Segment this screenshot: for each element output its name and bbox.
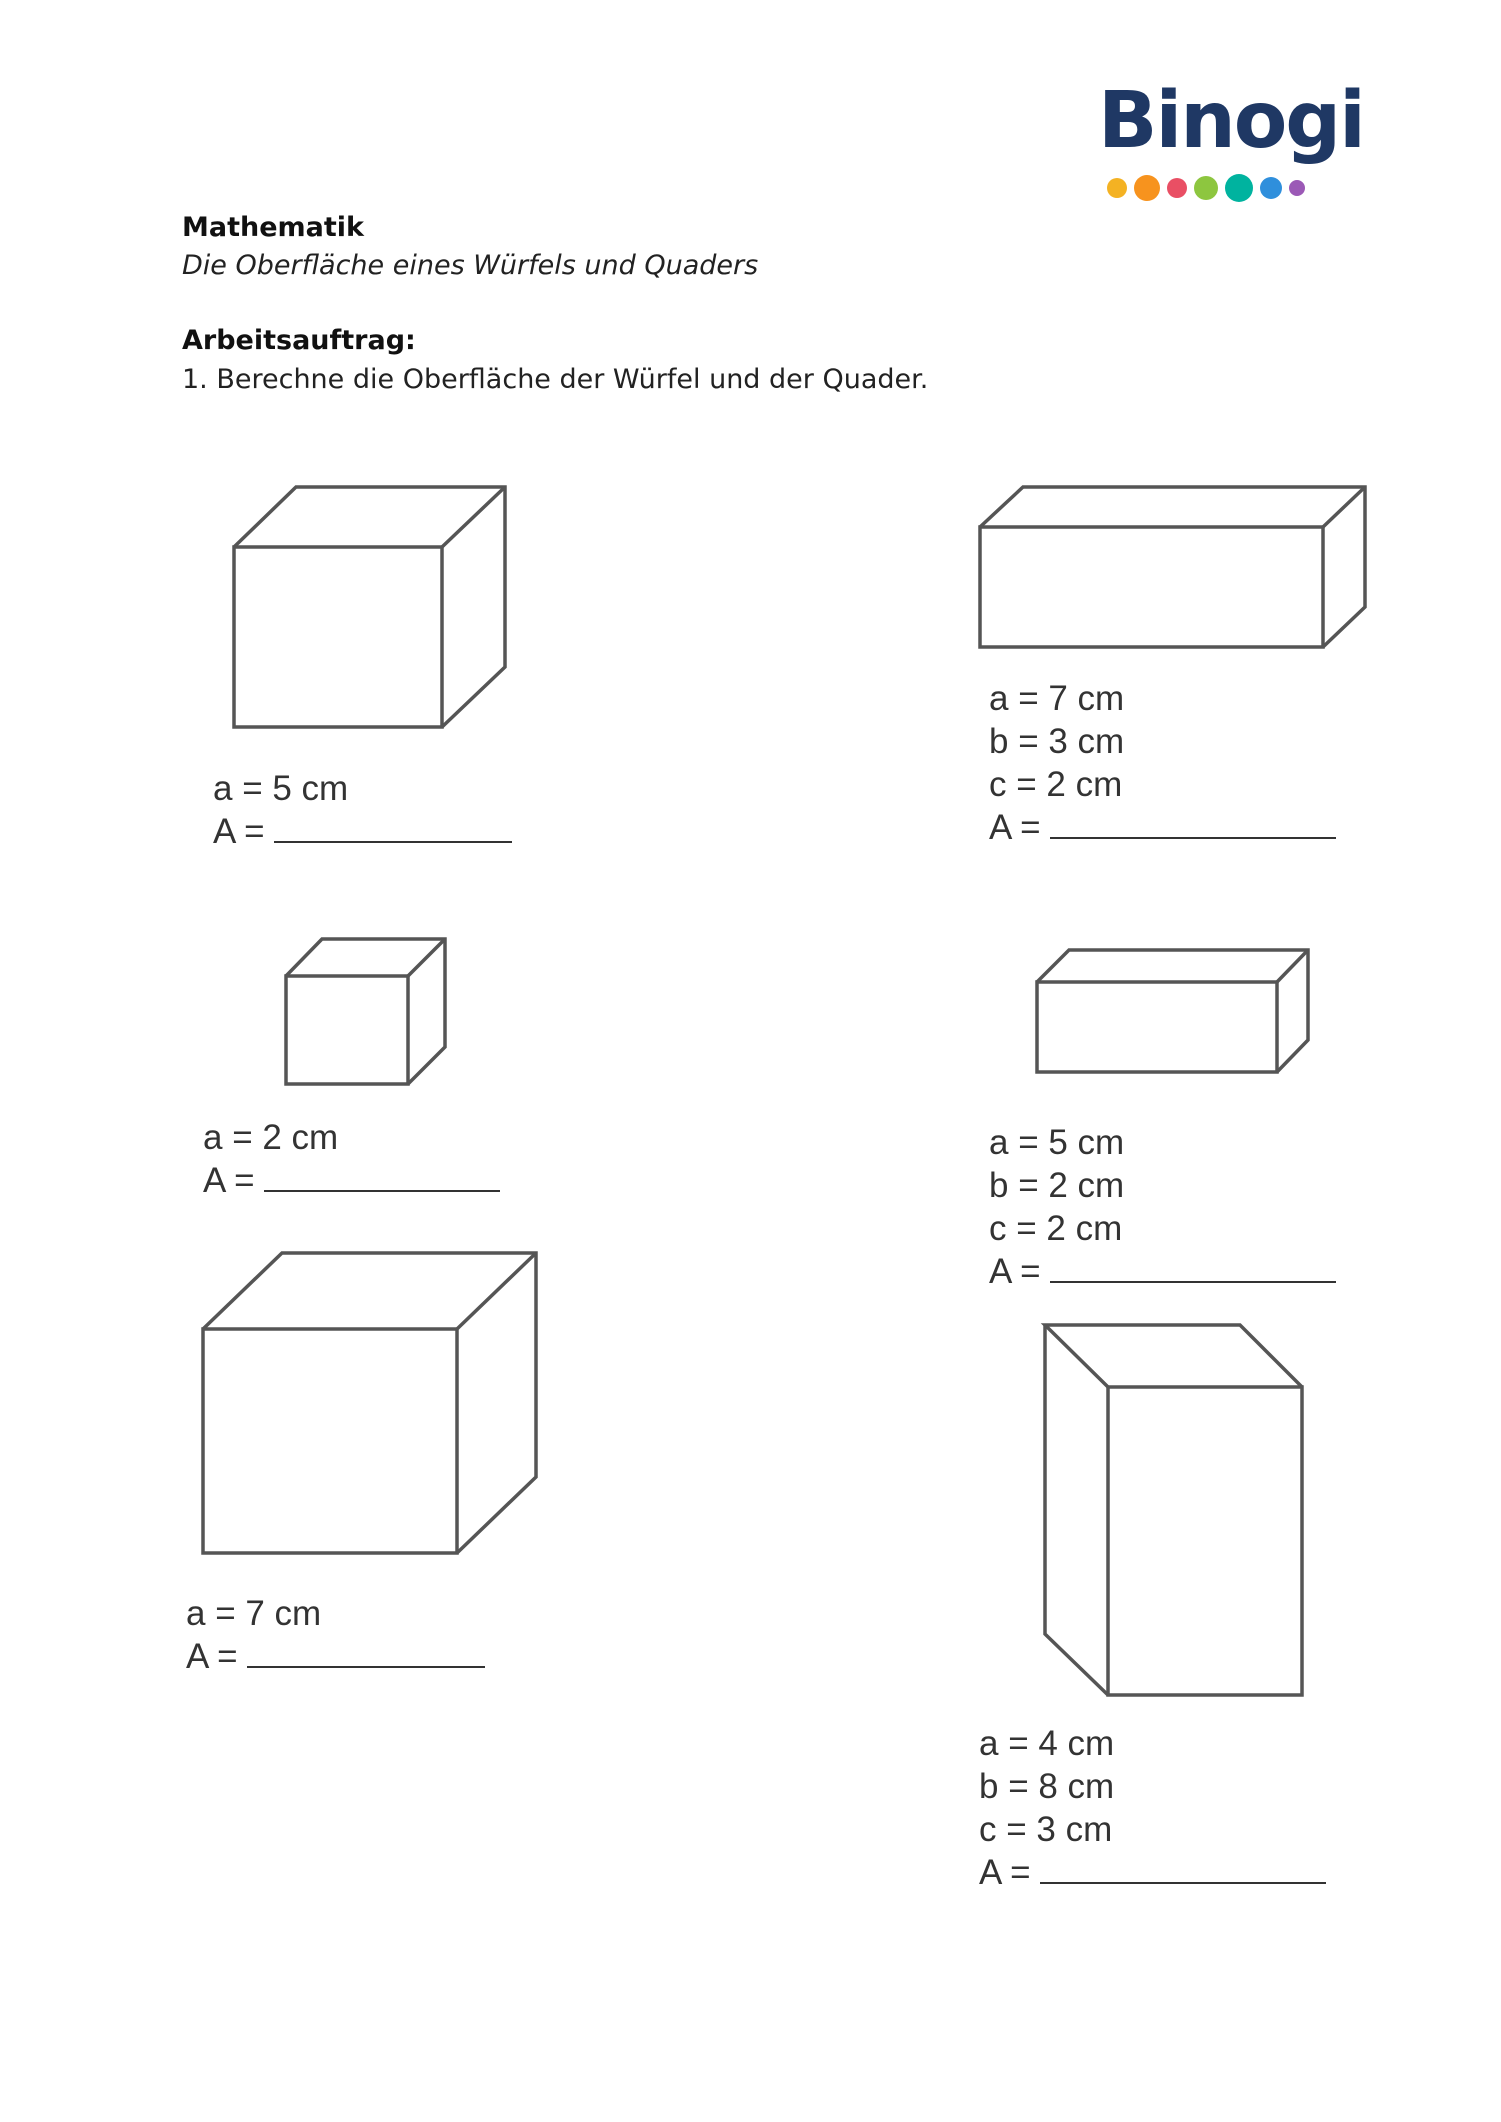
answer-label: A = [989,1252,1041,1291]
cube-1-labels [213,767,512,853]
answer-blank[interactable] [247,1666,485,1668]
cuboid-figure [1037,950,1308,1072]
answer-row [203,1159,500,1202]
cuboid-1-labels [989,677,1336,849]
answer-row [213,810,512,853]
cube-2-labels [203,1116,500,1202]
dimension-label: b = 3 cm [989,722,1125,761]
dimension-label: a = 4 cm [979,1724,1115,1763]
cube-figure [286,939,445,1084]
answer-label: A = [203,1161,255,1200]
dimension-label: b = 2 cm [989,1166,1125,1205]
cuboid-figure [1045,1325,1302,1695]
dimension-label: a = 5 cm [989,1123,1125,1162]
answer-blank[interactable] [1050,837,1336,839]
answer-row [989,1250,1336,1293]
subject-title: Mathematik [182,212,364,243]
answer-row [979,1851,1326,1894]
answer-label: A = [186,1637,238,1676]
dimension-label: b = 8 cm [979,1767,1115,1806]
cube-figure [234,487,505,727]
dimension-label: c = 2 cm [989,765,1123,804]
answer-label: A = [979,1853,1031,1892]
answer-blank[interactable] [264,1190,500,1192]
topic-subtitle: Die Oberfläche eines Würfels und Quaders [182,250,759,281]
cuboid-figure [980,487,1365,647]
answer-row [989,806,1336,849]
answer-label: A = [213,812,265,851]
dimension-label: a = 5 cm [213,769,349,808]
dimension-label: a = 2 cm [203,1118,339,1157]
cuboid-3-labels [979,1722,1326,1894]
cuboid-2-labels [989,1121,1336,1293]
cube-figure [203,1253,536,1553]
answer-blank[interactable] [1050,1281,1336,1283]
dimension-label: c = 3 cm [979,1810,1113,1849]
answer-row [186,1635,485,1678]
task-heading: Arbeitsauftrag: [182,325,416,356]
dimension-label: a = 7 cm [989,679,1125,718]
answer-blank[interactable] [1040,1882,1326,1884]
binogi-logo: Binogi [1098,76,1364,166]
answer-blank[interactable] [274,841,512,843]
task-instruction: 1. Berechne die Oberfläche der Würfel und der Quader. [182,364,929,395]
cube-3-labels [186,1592,485,1678]
dimension-label: c = 2 cm [989,1209,1123,1248]
answer-label: A = [989,808,1041,847]
dimension-label: a = 7 cm [186,1594,322,1633]
